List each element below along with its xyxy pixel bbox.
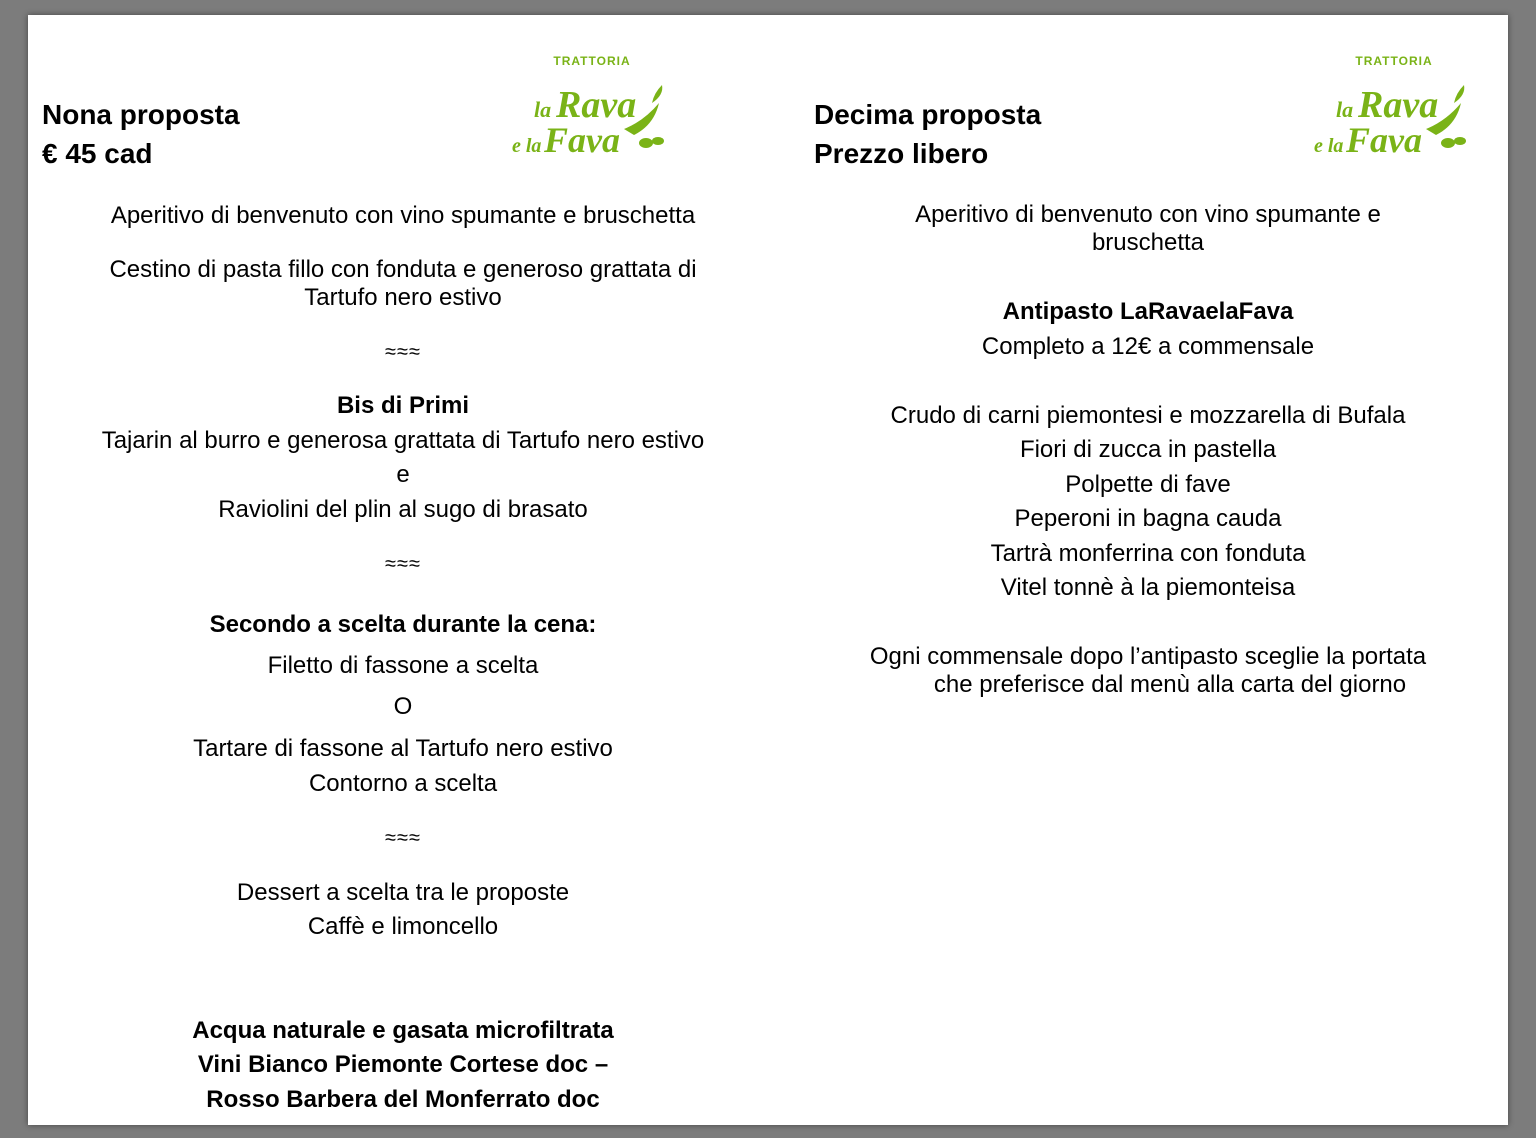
left-title: Nona proposta [42,99,240,130]
bean-icon [652,137,664,145]
menu-line: Tajarin al burro e generosa grattata di Tartufo nero estivo [101,427,705,454]
logo-graphic [1306,51,1476,161]
section-heading: Antipasto LaRavaelaFava [1002,298,1294,325]
sprout-icon [652,85,662,103]
menu-line: Tartufo nero estivo [304,284,502,311]
right-heading [814,95,1041,173]
section-separator: ≈≈≈ [385,827,421,849]
drinks-line: Acqua naturale e gasata microfiltrata [192,1017,614,1044]
menu-line: Peperoni in bagna cauda [1014,505,1282,532]
menu-line: Cestino di pasta fillo con fonduta e generoso grattata di [109,256,697,283]
logo-trattoria-text: TRATTORIA [553,54,631,68]
menu-line: Polpette di fave [1065,471,1231,498]
logo-la-text: la [1336,97,1354,122]
menu-line: che preferisce dal menù alla carta del giorno [933,671,1407,698]
logo-la-text: la [534,97,552,122]
menu-line: e [396,461,410,488]
logo-rava-text: Rava [556,84,637,126]
menu-line: Raviolini del plin al sugo di brasato [218,496,588,523]
menu-line: Ogni commensale dopo l’antipasto sceglie la portata [869,643,1427,670]
menu-line: O [393,693,413,720]
menu-line: Aperitivo di benvenuto con vino spumante e [915,201,1381,228]
left-heading [42,95,240,173]
section-heading: Bis di Primi [336,392,470,419]
restaurant-logo [1306,51,1476,161]
menu-line: bruschetta [1091,229,1205,256]
sprout-icon [1454,85,1464,103]
section-separator: ≈≈≈ [385,553,421,575]
menu-page [28,15,1508,1125]
menu-line: Contorno a scelta [308,770,498,797]
logo-fava-text: Fava [544,120,620,160]
right-menu-column [798,15,1508,1125]
left-price: € 45 cad [42,138,153,169]
logo-trattoria-text: TRATTORIA [1355,54,1433,68]
right-price: Prezzo libero [814,138,989,169]
menu-line: Vitel tonnè à la piemonteisa [1000,574,1296,601]
bean-icon [639,138,653,148]
menu-line: Caffè e limoncello [307,913,499,940]
menu-line: Dessert a scelta tra le proposte [236,879,570,906]
section-separator: ≈≈≈ [385,341,421,363]
section-heading: Secondo a scelta durante la cena: [209,611,597,638]
menu-line: Aperitivo di benvenuto con vino spumante e bruschetta [110,202,696,229]
logo-fava-text: Fava [1346,120,1422,160]
right-title: Decima proposta [814,99,1042,130]
menu-line: Fiori di zucca in pastella [1019,436,1277,463]
logo-rava-text: Rava [1358,84,1439,126]
drinks-line: Rosso Barbera del Monferrato doc [206,1086,600,1113]
menu-line: Tartrà monferrina con fonduta [990,540,1306,567]
bean-icon [1441,138,1455,148]
menu-line: Completo a 12€ a commensale [981,333,1315,360]
drinks-line: Vini Bianco Piemonte Cortese doc – [197,1051,609,1078]
logo-ela-text: e la [1314,135,1344,157]
logo-graphic [504,51,674,161]
logo-ela-text: e la [512,135,542,157]
menu-line: Tartare di fassone al Tartufo nero estivo [193,735,613,762]
menu-line: Filetto di fassone a scelta [267,652,539,679]
menu-line: Crudo di carni piemontesi e mozzarella di Bufala [890,402,1406,429]
restaurant-logo [504,51,674,161]
bean-icon [1454,137,1466,145]
left-menu-column [28,15,778,1125]
